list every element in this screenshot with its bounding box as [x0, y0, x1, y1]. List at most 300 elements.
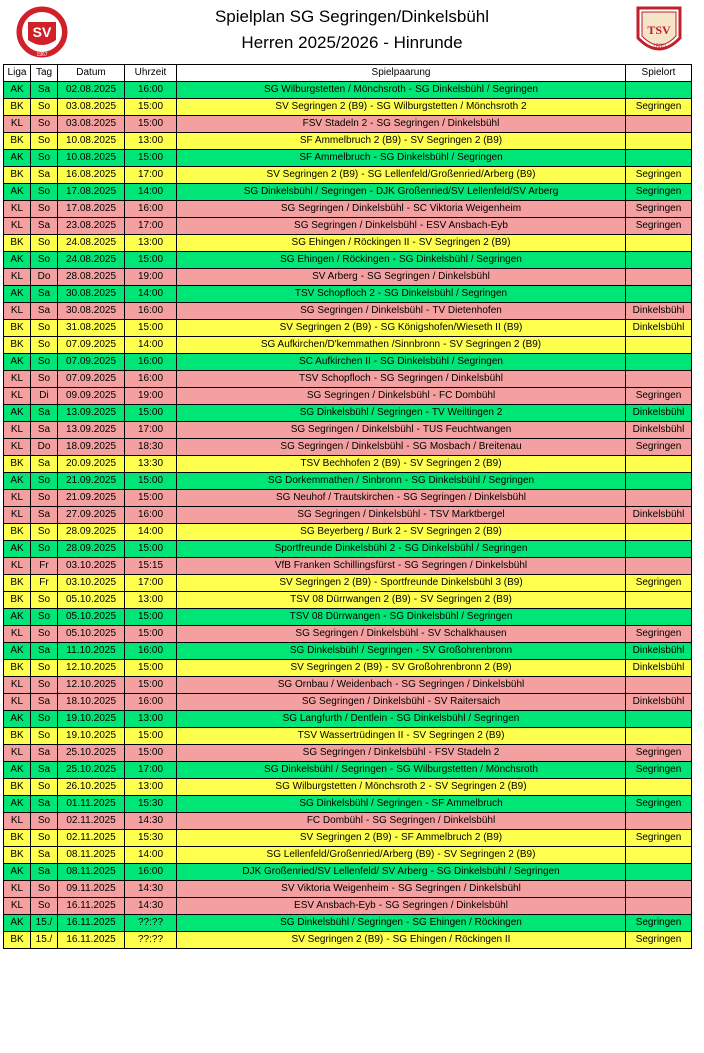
match-separator: - [406, 917, 410, 928]
cell-uhrzeit: ??:?? [125, 932, 177, 949]
home-team: SV Segringen 2 (B9) [279, 577, 372, 588]
cell-spielort [626, 354, 692, 371]
match-separator: - [428, 781, 432, 792]
home-team: SC Aufkirchen II [299, 356, 371, 367]
cell-uhrzeit: 15:00 [125, 626, 177, 643]
table-row [4, 269, 692, 286]
cell-spielpaarung [177, 932, 626, 949]
home-team: SG Beyerberg / Burk 2 [300, 526, 401, 537]
cell-liga: AK [4, 711, 31, 728]
cell-spielpaarung [177, 847, 626, 864]
cell-tag: So [31, 779, 58, 796]
cell-spielort [626, 490, 692, 507]
cell-spielort [626, 286, 692, 303]
home-team: SG Ehingen / Röckingen [280, 254, 390, 265]
away-team: SG Segringen / Dinkelsbühl [404, 560, 528, 571]
cell-tag: So [31, 711, 58, 728]
away-team: SG Ehingen / Röckingen [412, 917, 522, 928]
cell-spielpaarung [177, 915, 626, 932]
match-separator: - [413, 594, 418, 605]
table-row [4, 609, 692, 626]
cell-uhrzeit: 14:00 [125, 337, 177, 354]
table-row [4, 745, 692, 762]
cell-tag: Fr [31, 575, 58, 592]
cell-spielpaarung [177, 898, 626, 915]
table-row [4, 779, 692, 796]
match-separator: - [391, 883, 395, 894]
cell-datum: 30.08.2025 [58, 286, 125, 303]
away-team: TV Dietenhofen [432, 305, 502, 316]
match-separator: - [406, 730, 410, 741]
cell-spielpaarung [177, 405, 626, 422]
match-separator: - [419, 220, 424, 231]
cell-datum: 03.08.2025 [58, 99, 125, 116]
cell-tag: Sa [31, 507, 58, 524]
cell-tag: Do [31, 269, 58, 286]
cell-spielort [626, 864, 692, 881]
cell-spielpaarung [177, 796, 626, 813]
match-separator: - [423, 509, 427, 520]
table-row [4, 541, 692, 558]
home-team: SG Segringen / Dinkelsbühl [301, 696, 425, 707]
table-row [4, 320, 692, 337]
away-team: SG Segringen / Dinkelsbühl [367, 271, 490, 282]
home-team: TSV Schopfloch 2 [294, 288, 375, 299]
cell-tag: So [31, 626, 58, 643]
home-team: FC Dombühl [306, 815, 363, 826]
cell-datum: 02.11.2025 [58, 813, 125, 830]
home-team: SG Segringen / Dinkelsbühl [302, 747, 426, 758]
cell-tag: So [31, 116, 58, 133]
home-team: TSV Bechhofen 2 (B9) [300, 458, 401, 469]
cell-spielpaarung [177, 541, 626, 558]
cell-liga: BK [4, 337, 31, 354]
away-team: SG Dinkelsbühl / Segringen [411, 475, 535, 486]
cell-tag: So [31, 490, 58, 507]
cell-uhrzeit: 14:30 [125, 898, 177, 915]
cell-tag: Sa [31, 167, 58, 184]
away-team: SG Lellenfeld/Großenried/Arberg (B9) [367, 169, 536, 180]
cell-liga: KL [4, 439, 31, 456]
cell-tag: 15./ [31, 915, 58, 932]
cell-liga: BK [4, 99, 31, 116]
table-row [4, 286, 692, 303]
cell-liga: AK [4, 286, 31, 303]
cell-tag: So [31, 320, 58, 337]
match-separator: - [370, 118, 374, 129]
cell-spielpaarung [177, 269, 626, 286]
cell-liga: BK [4, 592, 31, 609]
away-team: SV Segringen 2 (B9) [412, 730, 505, 741]
match-separator: - [396, 492, 401, 503]
away-team: SG Segringen / Dinkelsbühl [401, 679, 525, 690]
home-team: SG Dinkelsbühl / Segringen [243, 186, 367, 197]
cell-liga: KL [4, 745, 31, 762]
cell-spielort [626, 524, 692, 541]
cell-uhrzeit: 15:00 [125, 660, 177, 677]
cell-liga: KL [4, 371, 31, 388]
match-separator: - [395, 679, 399, 690]
cell-uhrzeit: 16:00 [125, 643, 177, 660]
cell-spielort: Dinkelsbühl [626, 507, 692, 524]
cell-spielpaarung [177, 626, 626, 643]
home-team: DJK Großenried/SV Lellenfeld/ SV Arberg [242, 866, 428, 877]
cell-datum: 18.09.2025 [58, 439, 125, 456]
cell-spielpaarung [177, 762, 626, 779]
table-row [4, 354, 692, 371]
table-row [4, 116, 692, 133]
cell-spielpaarung [177, 660, 626, 677]
cell-tag: Sa [31, 864, 58, 881]
cell-datum: 13.09.2025 [58, 405, 125, 422]
cell-tag: So [31, 99, 58, 116]
away-team: DJK Großenried/SV Lellenfeld/SV Arberg [375, 186, 559, 197]
cell-datum: 16.11.2025 [58, 932, 125, 949]
match-separator: - [373, 152, 377, 163]
match-separator: - [427, 696, 432, 707]
cell-spielort: Segringen [626, 915, 692, 932]
cell-datum: 16.08.2025 [58, 167, 125, 184]
away-team: SV Segringen 2 (B9) [418, 237, 511, 248]
col-header-tag: Tag [31, 65, 58, 82]
away-team: SG Königshofen/Wieseth II (B9) [380, 322, 523, 333]
cell-datum: 05.10.2025 [58, 592, 125, 609]
cell-uhrzeit: 13:30 [125, 456, 177, 473]
match-separator: - [390, 713, 394, 724]
table-row [4, 252, 692, 269]
svg-text:TSV: TSV [647, 23, 671, 37]
cell-uhrzeit: 15:00 [125, 116, 177, 133]
home-team: SG Segringen / Dinkelsbühl [300, 305, 423, 316]
cell-tag: So [31, 473, 58, 490]
away-team: SV Raitersaich [434, 696, 501, 707]
match-separator: - [389, 764, 394, 775]
cell-uhrzeit: 15:00 [125, 677, 177, 694]
cell-spielort [626, 116, 692, 133]
cell-datum: 01.11.2025 [58, 796, 125, 813]
cell-spielort [626, 881, 692, 898]
match-separator: - [406, 203, 411, 214]
match-separator: - [404, 135, 408, 146]
home-team: SG Neuhof / Trautskirchen [275, 492, 394, 503]
cell-spielort [626, 235, 692, 252]
cell-tag: 15./ [31, 932, 58, 949]
cell-liga: BK [4, 575, 31, 592]
cell-liga: BK [4, 524, 31, 541]
cell-tag: So [31, 728, 58, 745]
match-separator: - [408, 84, 413, 95]
match-separator: - [430, 866, 434, 877]
cell-datum: 30.08.2025 [58, 303, 125, 320]
away-team: SG Dinkelsbühl / Segringen [399, 254, 522, 265]
away-team: SV Segringen 2 (B9) [434, 781, 527, 792]
cell-uhrzeit: 13:00 [125, 133, 177, 150]
cell-spielpaarung [177, 456, 626, 473]
cell-uhrzeit: 14:00 [125, 286, 177, 303]
cell-tag: So [31, 592, 58, 609]
cell-spielpaarung [177, 235, 626, 252]
cell-liga: KL [4, 677, 31, 694]
cell-spielpaarung [177, 99, 626, 116]
table-row [4, 694, 692, 711]
col-header-datum: Datum [58, 65, 125, 82]
home-team: SV Segringen 2 (B9) [299, 832, 392, 843]
table-row [4, 201, 692, 218]
cell-liga: KL [4, 898, 31, 915]
cell-spielpaarung [177, 473, 626, 490]
away-team: FSV Stadeln 2 [434, 747, 500, 758]
cell-spielort: Segringen [626, 830, 692, 847]
cell-tag: So [31, 252, 58, 269]
cell-uhrzeit: 17:00 [125, 762, 177, 779]
cell-uhrzeit: 18:30 [125, 439, 177, 456]
table-row [4, 456, 692, 473]
cell-spielpaarung [177, 677, 626, 694]
table-row [4, 524, 692, 541]
cell-spielpaarung [177, 711, 626, 728]
cell-liga: BK [4, 235, 31, 252]
cell-uhrzeit: 15:00 [125, 541, 177, 558]
cell-tag: So [31, 830, 58, 847]
cell-spielort [626, 252, 692, 269]
cell-spielpaarung [177, 320, 626, 337]
home-team: SG Segringen / Dinkelsbühl [306, 390, 430, 401]
cell-uhrzeit: 15:00 [125, 320, 177, 337]
cell-spielpaarung [177, 218, 626, 235]
table-row [4, 677, 692, 694]
cell-liga: AK [4, 252, 31, 269]
table-row [4, 915, 692, 932]
cell-tag: Sa [31, 796, 58, 813]
cell-uhrzeit: 13:00 [125, 711, 177, 728]
cell-liga: BK [4, 779, 31, 796]
cell-uhrzeit: 16:00 [125, 82, 177, 99]
away-team: SV Segringen 2 (B9) [443, 849, 536, 860]
cell-liga: AK [4, 473, 31, 490]
match-separator: - [416, 424, 420, 435]
cell-datum: 18.10.2025 [58, 694, 125, 711]
cell-tag: So [31, 337, 58, 354]
away-team: SG Segringen / Dinkelsbühl [403, 492, 527, 503]
cell-datum: 28.08.2025 [58, 269, 125, 286]
cell-spielort [626, 82, 692, 99]
cell-spielpaarung [177, 643, 626, 660]
cell-uhrzeit: 16:00 [125, 694, 177, 711]
away-team: SG Wilburgstetten / Mönchsroth 2 [376, 101, 527, 112]
match-separator: - [361, 169, 365, 180]
home-team: SG Segringen / Dinkelsbühl [290, 424, 414, 435]
home-team: SV Segringen 2 (B9) [290, 662, 383, 673]
col-header-liga: Liga [4, 65, 31, 82]
cell-uhrzeit: 13:00 [125, 779, 177, 796]
cell-datum: 08.11.2025 [58, 847, 125, 864]
cell-spielpaarung [177, 286, 626, 303]
table-row [4, 388, 692, 405]
cell-spielpaarung [177, 303, 626, 320]
cell-spielort [626, 711, 692, 728]
table-row [4, 864, 692, 881]
cell-spielort [626, 558, 692, 575]
table-row [4, 830, 692, 847]
away-team: SG Segringen / Dinkelsbühl [397, 883, 521, 894]
match-separator: - [370, 101, 374, 112]
cell-spielpaarung [177, 813, 626, 830]
away-team: SV Segringen 2 (B9) [420, 594, 512, 605]
cell-spielpaarung [177, 592, 626, 609]
home-team: SV Segringen 2 (B9) [291, 934, 384, 945]
cell-spielpaarung [177, 116, 626, 133]
home-team: SG Dinkelsbühl / Segringen [280, 917, 403, 928]
cell-uhrzeit: 15:00 [125, 609, 177, 626]
match-separator: - [378, 900, 383, 911]
table-row [4, 847, 692, 864]
away-team: SG Segringen / Dinkelsbühl [385, 900, 508, 911]
cell-tag: So [31, 609, 58, 626]
home-team: ESV Ansbach-Eyb [294, 900, 376, 911]
cell-spielort [626, 847, 692, 864]
cell-liga: BK [4, 728, 31, 745]
cell-liga: KL [4, 303, 31, 320]
cell-liga: AK [4, 405, 31, 422]
away-team: SG Segringen / Dinkelsbühl [376, 118, 500, 129]
table-row [4, 592, 692, 609]
table-row [4, 881, 692, 898]
cell-spielort: Dinkelsbühl [626, 320, 692, 337]
cell-liga: KL [4, 881, 31, 898]
table-row [4, 626, 692, 643]
cell-spielort: Dinkelsbühl [626, 660, 692, 677]
cell-spielort: Segringen [626, 201, 692, 218]
home-team: TSV Schopfloch [299, 373, 371, 384]
away-team: SG Dinkelsbühl / Segringen [379, 152, 503, 163]
match-separator: - [432, 390, 437, 401]
cell-spielort: Segringen [626, 626, 692, 643]
cell-datum: 31.08.2025 [58, 320, 125, 337]
cell-liga: BK [4, 456, 31, 473]
cell-datum: 08.11.2025 [58, 864, 125, 881]
cell-liga: KL [4, 694, 31, 711]
cell-spielpaarung [177, 184, 626, 201]
home-team: VfB Franken Schillingsfürst [274, 560, 395, 571]
cell-spielpaarung [177, 150, 626, 167]
away-team: SG Dinkelsbühl / Segringen [384, 288, 508, 299]
home-team: SV Segringen 2 (B9) [279, 322, 372, 333]
cell-spielort: Dinkelsbühl [626, 303, 692, 320]
cell-spielpaarung [177, 558, 626, 575]
cell-tag: Sa [31, 745, 58, 762]
cell-liga: BK [4, 320, 31, 337]
match-separator: - [403, 526, 408, 537]
cell-liga: AK [4, 150, 31, 167]
away-team: SF Ammelbruch 2 (B9) [400, 832, 503, 843]
match-separator: - [406, 441, 410, 452]
cell-tag: So [31, 524, 58, 541]
cell-spielort [626, 337, 692, 354]
cell-tag: Sa [31, 303, 58, 320]
home-team: SG Wilburgstetten / Mönchsroth [264, 84, 406, 95]
cell-liga: AK [4, 609, 31, 626]
cell-uhrzeit: 16:00 [125, 507, 177, 524]
match-separator: - [398, 543, 402, 554]
cell-uhrzeit: 15:00 [125, 745, 177, 762]
cell-uhrzeit: 15:00 [125, 99, 177, 116]
match-separator: - [412, 237, 416, 248]
cell-uhrzeit: 19:00 [125, 269, 177, 286]
away-team: ESV Ansbach-Eyb [426, 220, 508, 231]
page-subtitle: Herren 2025/2026 - Hinrunde [241, 33, 463, 52]
match-separator: - [421, 628, 425, 639]
cell-tag: So [31, 898, 58, 915]
away-team: SG Mosbach / Breitenau [412, 441, 522, 452]
home-team: SG Langfurth / Dentlein [282, 713, 388, 724]
cell-datum: 03.10.2025 [58, 558, 125, 575]
away-team: SG Dinkelsbühl / Segringen [380, 356, 503, 367]
cell-datum: 12.10.2025 [58, 660, 125, 677]
cell-tag: Sa [31, 286, 58, 303]
match-separator: - [373, 356, 378, 367]
away-team: FC Dombühl [439, 390, 496, 401]
col-header-spielpaarung: Spielpaarung [177, 65, 626, 82]
cell-spielort [626, 269, 692, 286]
cell-spielort: Segringen [626, 388, 692, 405]
home-team: SG Segringen / Dinkelsbühl [280, 441, 404, 452]
table-row [4, 422, 692, 439]
away-team: TUS Feuchtwangen [422, 424, 512, 435]
cell-tag: So [31, 881, 58, 898]
away-team: SG Dinkelsbühl / Segringen [436, 866, 560, 877]
svg-text:1860: 1860 [652, 44, 666, 50]
cell-datum: 19.10.2025 [58, 728, 125, 745]
match-separator: - [403, 458, 407, 469]
cell-liga: KL [4, 813, 31, 830]
cell-spielpaarung [177, 728, 626, 745]
home-team: SG Dinkelsbühl / Segringen [289, 645, 413, 656]
cell-datum: 17.08.2025 [58, 201, 125, 218]
home-team: TSV 08 Dürrwangen [289, 611, 381, 622]
cell-tag: Do [31, 439, 58, 456]
cell-uhrzeit: 16:00 [125, 864, 177, 881]
cell-spielort: Segringen [626, 167, 692, 184]
table-row [4, 235, 692, 252]
cell-datum: 03.10.2025 [58, 575, 125, 592]
cell-uhrzeit: 15:30 [125, 796, 177, 813]
cell-liga: KL [4, 558, 31, 575]
cell-uhrzeit: 19:00 [125, 388, 177, 405]
home-team: SG Lellenfeld/Großenried/Arberg (B9) [266, 849, 435, 860]
match-separator: - [374, 322, 378, 333]
home-team: SF Ammelbruch [299, 152, 371, 163]
match-separator: - [415, 645, 420, 656]
table-row [4, 167, 692, 184]
cell-spielpaarung [177, 354, 626, 371]
cell-datum: 26.10.2025 [58, 779, 125, 796]
cell-uhrzeit: 16:00 [125, 201, 177, 218]
cell-uhrzeit: ??:?? [125, 915, 177, 932]
home-team: SG Ehingen / Röckingen II [291, 237, 410, 248]
table-row [4, 762, 692, 779]
cell-tag: Sa [31, 456, 58, 473]
cell-tag: So [31, 150, 58, 167]
match-separator: - [365, 815, 370, 826]
table-row [4, 643, 692, 660]
match-separator: - [377, 288, 382, 299]
cell-spielpaarung [177, 507, 626, 524]
cell-uhrzeit: 14:00 [125, 184, 177, 201]
table-row [4, 711, 692, 728]
away-team: SG Ehingen / Röckingen II [392, 934, 511, 945]
table-row [4, 439, 692, 456]
table-row [4, 813, 692, 830]
